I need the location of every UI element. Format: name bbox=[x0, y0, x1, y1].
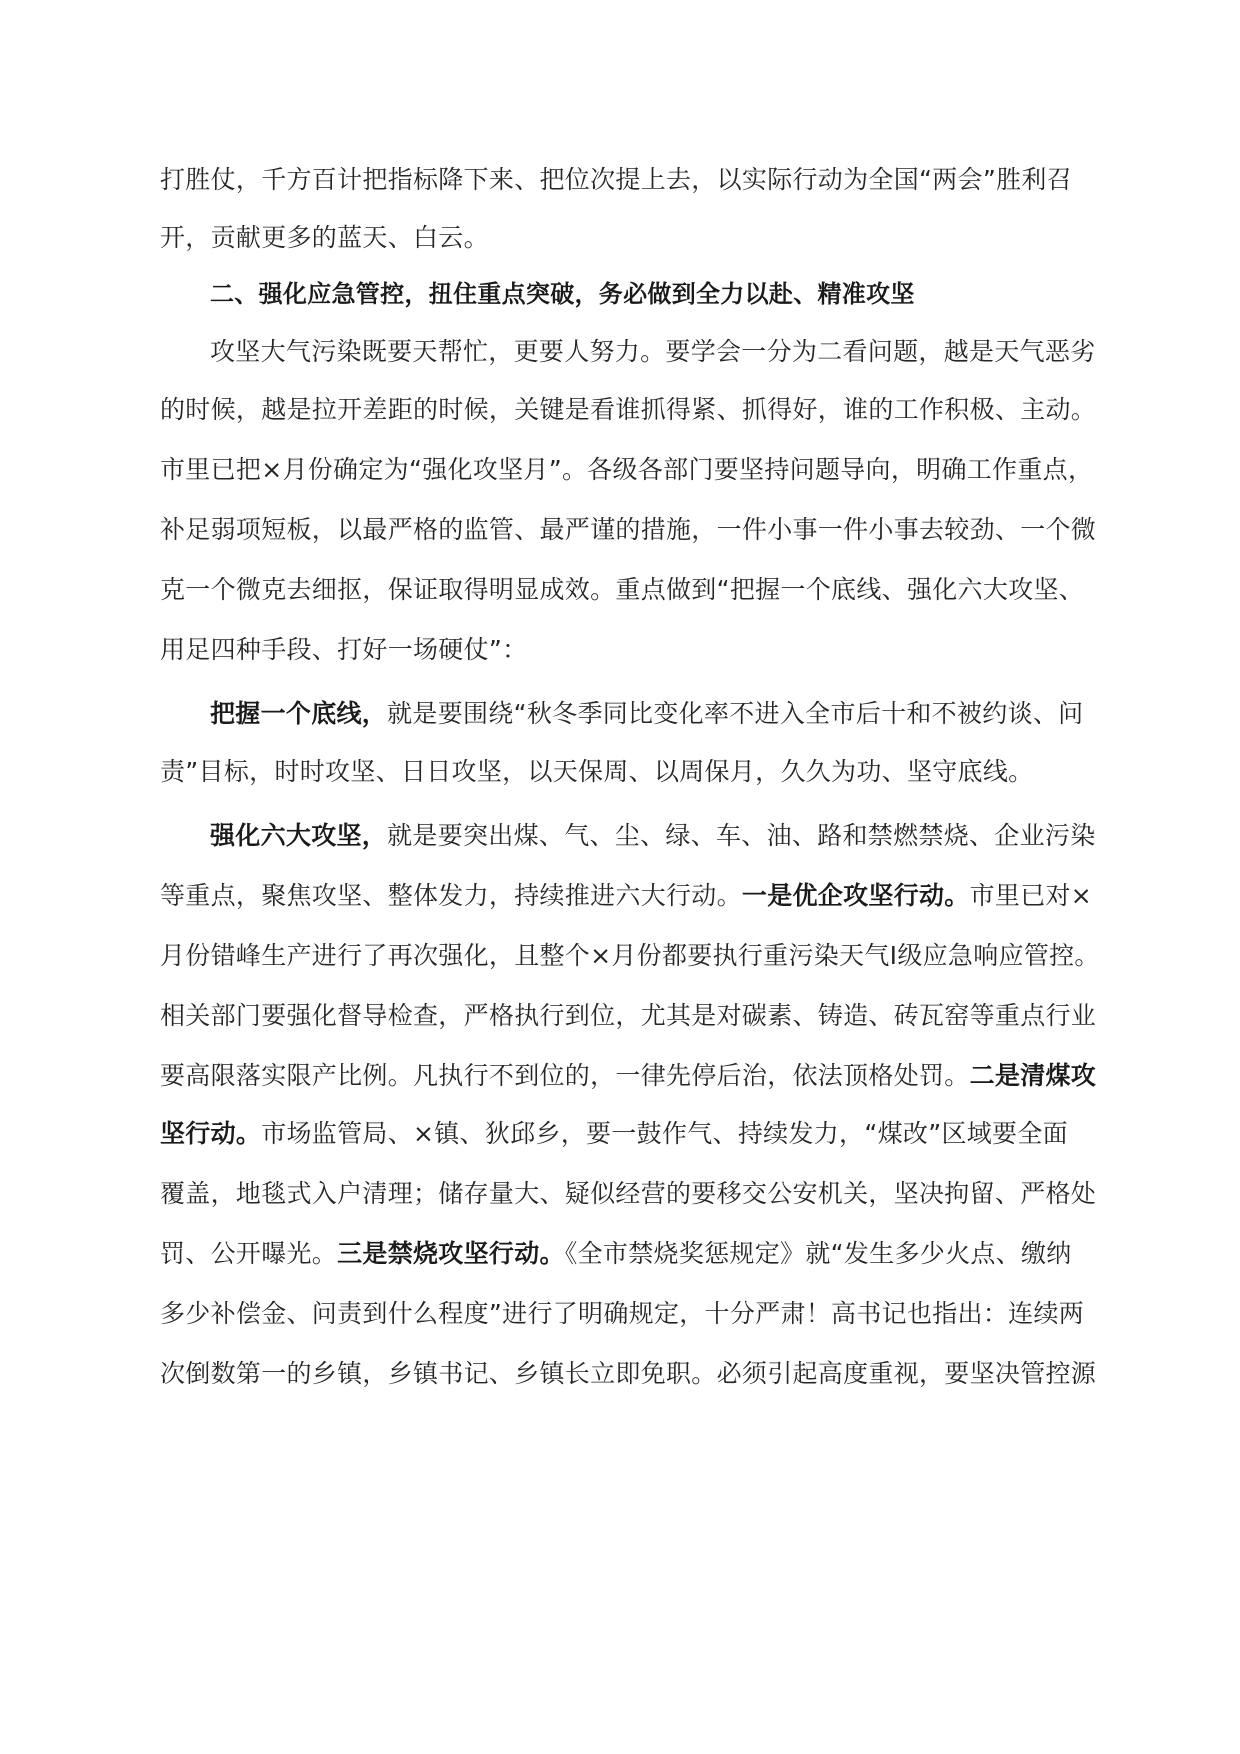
text-run: 等重点，聚焦攻坚、整体发力，持续推进六大行动。 bbox=[160, 881, 742, 910]
paragraph-line bbox=[160, 572, 1084, 608]
paragraph-line bbox=[160, 632, 527, 668]
section-heading bbox=[210, 276, 915, 312]
text-run: 多少补偿金、问责到什么程度”进行了明确规定，十分严肃！高书记也指出：连续两 bbox=[160, 1299, 1085, 1328]
paragraph-line bbox=[160, 1236, 1072, 1272]
paragraph-line bbox=[210, 818, 1096, 854]
text-run: 市里已把×月份确定为“强化攻坚月”。各级各部门要坚持问题导向，明确工作重点， bbox=[160, 455, 1094, 484]
bold-lead-in: 把握一个底线， bbox=[210, 699, 388, 728]
paragraph-line bbox=[160, 220, 489, 256]
text-run: 要高限落实限产比例。凡执行不到位的，一律先停后治，依法顶格处罚。 bbox=[160, 1061, 970, 1090]
text-run: 补足弱项短板，以最严格的监管、最严谨的措施，一件小事一件小事去较劲、一个微 bbox=[160, 515, 1097, 544]
text-run: 覆盖，地毯式入户清理；储存量大、疑似经营的要移交公安机关，坚决拘留、严格处 bbox=[160, 1179, 1097, 1208]
paragraph-line bbox=[210, 334, 1096, 370]
text-run: 《全市禁烧奖惩规定》就“发生多少火点、缴纳 bbox=[564, 1239, 1072, 1268]
text-run: 相关部门要强化督导检查，严格执行到位，尤其是对碳素、铸造、砖瓦窑等重点行业 bbox=[160, 1001, 1097, 1030]
text-run: 开，贡献更多的蓝天、白云。 bbox=[160, 223, 489, 252]
text-run: 就是要突出煤、气、尘、绿、车、油、路和禁燃禁烧、企业污染 bbox=[387, 821, 1096, 850]
text-run: 责”目标，时时攻坚、日日攻坚，以天保周、以周保月，久久为功、坚守底线。 bbox=[160, 757, 1034, 786]
paragraph-line bbox=[160, 1176, 1096, 1212]
bold-lead-in: 强化六大攻坚， bbox=[210, 821, 388, 850]
paragraph-line bbox=[160, 1296, 1084, 1332]
text-run: 罚、公开曝光。 bbox=[160, 1239, 338, 1268]
paragraph-line bbox=[160, 1356, 1096, 1392]
heading-text: 二、强化应急管控，扭住重点突破，务必做到全力以赴、精准攻坚 bbox=[210, 280, 915, 308]
bold-action-title: 二是清煤攻 bbox=[969, 1061, 1097, 1090]
paragraph-line bbox=[160, 938, 1100, 974]
paragraph-line bbox=[210, 696, 1083, 732]
text-run: 克一个微克去细抠，保证取得明显成效。重点做到“把握一个底线、强化六大攻坚、 bbox=[160, 575, 1085, 604]
paragraph-line bbox=[160, 162, 1072, 198]
text-run: 用足四种手段、打好一场硬仗”： bbox=[160, 635, 528, 664]
paragraph-line bbox=[160, 1058, 1096, 1094]
text-run: 打胜仗，千方百计把指标降下来、把位次提上去，以实际行动为全国“两会”胜利召 bbox=[160, 165, 1073, 194]
text-run: 市场监管局、×镇、狄邱乡，要一鼓作气、持续发力，“煤改”区域要全面 bbox=[261, 1119, 1068, 1148]
paragraph-line bbox=[160, 878, 1092, 914]
bold-action-title: 一是优企攻坚行动。 bbox=[741, 881, 970, 910]
text-run: 市里已对× bbox=[969, 881, 1093, 910]
text-run: 次倒数第一的乡镇，乡镇书记、乡镇长立即免职。必须引起高度重视，要坚决管控源 bbox=[160, 1359, 1097, 1388]
text-run: 的时候，越是拉开差距的时候，关键是看谁抓得紧、抓得好，谁的工作积极、主动。 bbox=[160, 395, 1097, 424]
bold-action-title: 坚行动。 bbox=[160, 1119, 262, 1148]
text-run: 就是要围绕“秋冬季同比变化率不进入全市后十和不被约谈、问 bbox=[387, 699, 1084, 728]
paragraph-line bbox=[160, 998, 1096, 1034]
bold-action-title: 三是禁烧攻坚行动。 bbox=[337, 1239, 565, 1268]
paragraph-line bbox=[160, 754, 1033, 790]
paragraph-line bbox=[160, 1116, 1068, 1152]
paragraph-line bbox=[160, 512, 1096, 548]
text-run: 攻坚大气污染既要天帮忙，更要人努力。要学会一分为二看问题，越是天气恶劣 bbox=[210, 337, 1096, 366]
text-run: 月份错峰生产进行了再次强化，且整个×月份都要执行重污染天气Ⅰ级应急响应管控。 bbox=[160, 941, 1100, 970]
paragraph-line bbox=[160, 452, 1093, 488]
paragraph-line bbox=[160, 392, 1096, 428]
